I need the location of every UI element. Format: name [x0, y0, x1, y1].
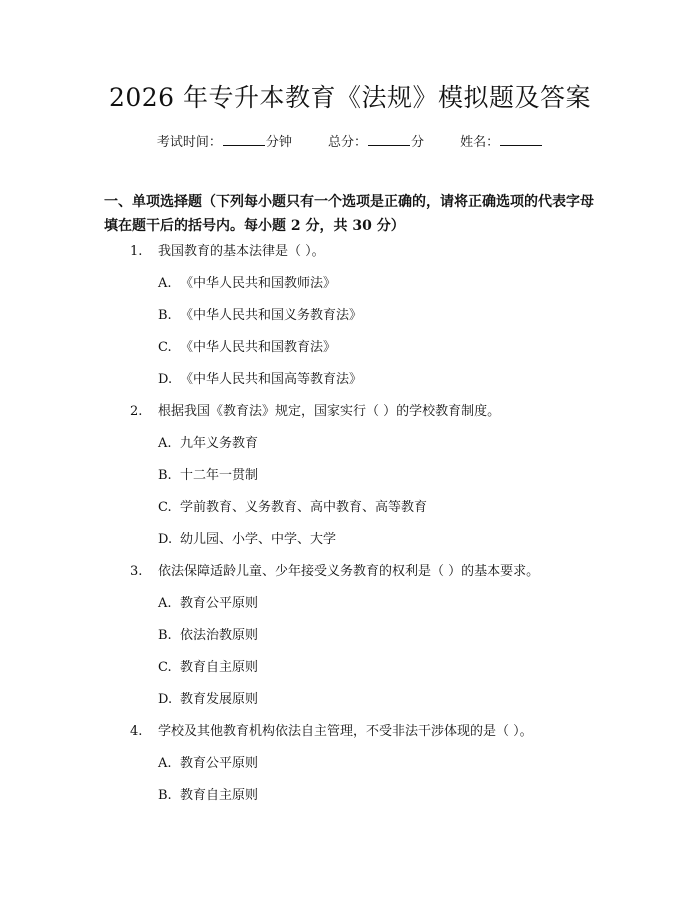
exam-time-blank [223, 132, 265, 146]
option-key: A. [158, 756, 172, 771]
option-key: A. [158, 276, 172, 291]
question-number: 3. [130, 564, 143, 579]
question-text: 我国教育的基本法律是（ ）。 [158, 244, 325, 259]
question-3-option-b [0, 626, 700, 658]
question-list [0, 242, 700, 818]
exam-meta-line [0, 132, 700, 152]
question-text: 学校及其他教育机构依法自主管理，不受非法干涉体现的是（ ）。 [158, 724, 533, 739]
option-key: D. [158, 372, 173, 387]
question-number: 2. [130, 404, 143, 419]
option-key: A. [158, 596, 172, 611]
option-key: C. [158, 660, 172, 675]
option-text: 《中华人民共和国教师法》 [180, 276, 337, 291]
total-score-blank [368, 132, 410, 146]
section-heading [104, 190, 604, 238]
option-text: 《中华人民共和国教育法》 [180, 340, 337, 355]
option-text: 十二年一贯制 [180, 468, 259, 483]
option-text: 教育自主原则 [180, 788, 259, 803]
option-text: 教育公平原则 [180, 756, 259, 771]
option-key: D. [158, 532, 173, 547]
option-key: A. [158, 436, 172, 451]
option-text: 教育公平原则 [180, 596, 259, 611]
question-1-option-c [0, 338, 700, 370]
question-text: 依法保障适龄儿童、少年接受义务教育的权利是（ ）的基本要求。 [158, 564, 540, 579]
option-key: B. [158, 788, 172, 803]
question-4-option-a [0, 754, 700, 786]
option-text: 《中华人民共和国高等教育法》 [180, 372, 363, 387]
option-key: D. [158, 692, 173, 707]
question-3 [0, 562, 700, 594]
option-text: 幼儿园、小学、中学、大学 [180, 532, 337, 547]
exam-time-unit: 分钟 [265, 135, 292, 150]
document-title: 2026 年专升本教育《法规》模拟题及答案 [108, 83, 592, 112]
question-1 [0, 242, 700, 274]
section-heading-line-1: 一、单项选择题（下列每小题只有一个选项是正确的，请将正确选项的代表字母 [104, 194, 594, 210]
question-1-option-d [0, 370, 700, 402]
name-label: 姓名： [460, 135, 500, 150]
total-score-unit: 分 [411, 135, 425, 150]
question-2-option-c [0, 498, 700, 530]
option-text: 《中华人民共和国义务教育法》 [180, 308, 363, 323]
option-key: B. [158, 308, 172, 323]
question-text: 根据我国《教育法》规定，国家实行（ ）的学校教育制度。 [158, 404, 501, 419]
total-score-field [328, 132, 424, 152]
exam-time-label: 考试时间： [156, 135, 222, 150]
option-text: 九年义务教育 [180, 436, 259, 451]
question-3-option-c [0, 658, 700, 690]
question-2-option-d [0, 530, 700, 562]
option-key: B. [158, 628, 172, 643]
total-score-label: 总分： [327, 135, 367, 150]
question-2-option-a [0, 434, 700, 466]
question-3-option-d [0, 690, 700, 722]
name-blank [500, 132, 542, 146]
question-number: 1. [130, 244, 143, 259]
question-2 [0, 402, 700, 434]
section-heading-line-2: 填在题干后的括号内。每小题 2 分，共 30 分） [104, 218, 405, 234]
exam-time-field [157, 132, 292, 152]
name-field [460, 132, 543, 152]
question-2-option-b [0, 466, 700, 498]
question-1-option-a [0, 274, 700, 306]
question-4-option-b [0, 786, 700, 818]
question-4 [0, 722, 700, 754]
question-1-option-b [0, 306, 700, 338]
option-text: 教育自主原则 [180, 660, 259, 675]
option-text: 教育发展原则 [180, 692, 259, 707]
option-key: B. [158, 468, 172, 483]
option-text: 依法治教原则 [180, 628, 259, 643]
option-key: C. [158, 500, 172, 515]
option-key: C. [158, 340, 172, 355]
question-number: 4. [130, 724, 143, 739]
option-text: 学前教育、义务教育、高中教育、高等教育 [180, 500, 428, 515]
question-3-option-a [0, 594, 700, 626]
